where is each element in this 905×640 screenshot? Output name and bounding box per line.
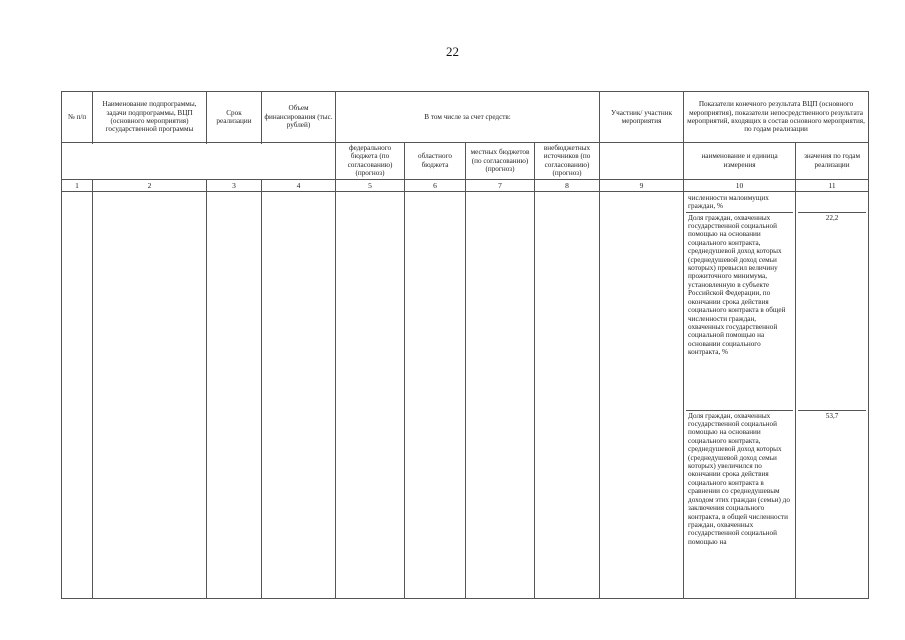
indicator-value: 22,2 — [798, 213, 866, 411]
column-number: 6 — [405, 179, 466, 191]
body-cell-name — [93, 191, 207, 598]
column-number: 11 — [796, 179, 869, 191]
body-cell-num — [62, 191, 93, 598]
column-number: 1 — [62, 179, 93, 191]
header-indicators-group: Показатели конечного результата ВЦП (основного мероприятия), показатели непосредственного результата мероприятий, входящих в состав основного мероприятия, по годам реализации — [684, 92, 869, 143]
column-number: 3 — [207, 179, 262, 191]
indicator-name: численности малоимущих граждан, % — [686, 193, 793, 213]
program-table — [61, 91, 869, 599]
indicator-name: Доля граждан, охваченных государственной социальной помощью на основании социального контракта, среднедушевой доход которых (среднедушевой доход семьи которых) увеличился по окончании срока действия социального контракта в сравнении со среднедушевым доходом этих граждан (семьи) до заключения социального контракта, в общей численности граждан, охваченных государственной социальной помощью на — [688, 411, 790, 546]
header-indicator-value: значения по годам реализации — [796, 143, 869, 180]
header-name: Наименование подпрограммы, задачи подпрограммы, ВЦП (основного мероприятия) государственной программы — [93, 92, 207, 143]
page-number: 22 — [446, 44, 459, 59]
body-cell-extrabudget — [535, 191, 600, 598]
indicator-values-column — [796, 191, 869, 598]
header-local: местных бюджетов (по согласованию) (прогноз) — [466, 143, 535, 180]
body-cell-participant — [600, 191, 684, 598]
header-indicator-name: наименование и единица измерения — [684, 143, 796, 180]
body-cell-local — [466, 191, 535, 598]
body-cell-federal — [336, 191, 405, 598]
body-cell-regional — [405, 191, 466, 598]
header-num: № п/п — [62, 92, 93, 143]
header-including: В том числе за счет средств: — [336, 92, 600, 143]
header-regional: областного бюджета — [405, 143, 466, 180]
body-cell-volume — [262, 191, 336, 598]
column-number: 9 — [600, 179, 684, 191]
header-extrabudget: внебюджетных источников (по согласованию) (прогноз) — [535, 143, 600, 180]
column-number: 8 — [535, 179, 600, 191]
header-term: Срок реализации — [207, 92, 262, 143]
indicator-value — [798, 193, 866, 213]
header-volume: Объем финансирования (тыс. рублей) — [262, 92, 336, 143]
column-number: 4 — [262, 179, 336, 191]
body-cell-term — [207, 191, 262, 598]
indicator-name: Доля граждан, охваченных государственной социальной помощью на основании социального контракта, среднедушевой доход которых (среднедушевой доход семьи которых) превысил величину прожиточного минимума, установленную в субъекте Российской Федерации, по окончании срока действия социального контракта в общей численности граждан, охваченных государственной социальной помощью на основании социального контракта, % — [686, 213, 793, 411]
column-number: 2 — [93, 179, 207, 191]
header-federal: федерального бюджета (по согласованию) (прогноз) — [336, 143, 405, 180]
indicator-value: 53,7 — [825, 411, 839, 420]
column-number: 10 — [684, 179, 796, 191]
indicator-names-column — [684, 191, 796, 598]
header-participant: Участник/ участник мероприятия — [600, 92, 684, 143]
column-number: 5 — [336, 179, 405, 191]
column-number: 7 — [466, 179, 535, 191]
